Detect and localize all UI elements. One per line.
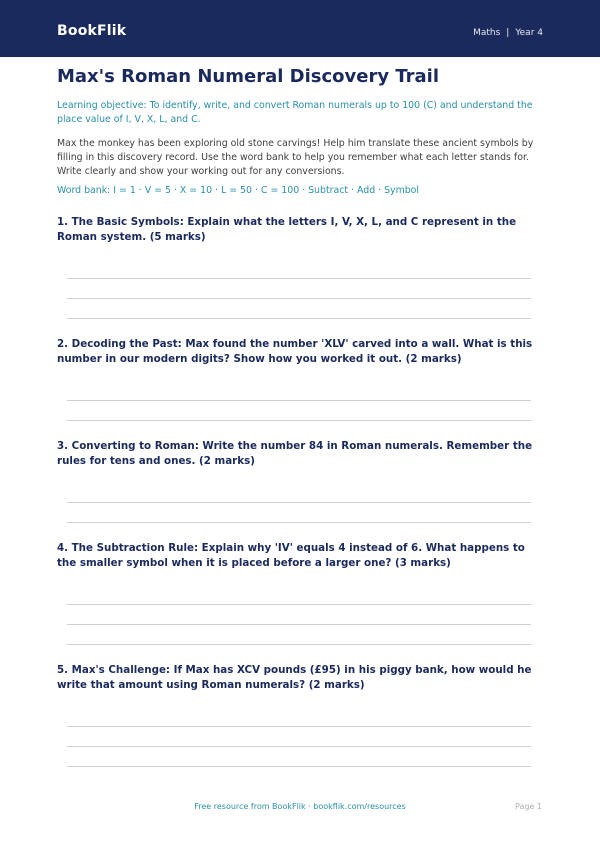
word-bank: Word bank: I = 1 · V = 5 · X = 10 · L = 50 · C = 100 · Subtract · Add · Symbol xyxy=(57,185,420,196)
subject-label: Maths xyxy=(473,28,501,38)
answer-line[interactable] xyxy=(67,624,531,625)
question-1 xyxy=(57,215,545,244)
answer-line[interactable] xyxy=(67,278,531,279)
question-text: 2. Decoding the Past: Max found the number 'XLV' carved into a wall. What is this number in our modern digits? Show how you worked it out. (2 marks) xyxy=(57,338,533,365)
question-4 xyxy=(57,541,545,570)
question-3 xyxy=(57,439,545,468)
answer-line[interactable] xyxy=(67,502,531,503)
learning-objective: Learning objective: To identify, write, and convert Roman numerals up to 100 (C) and understand the place value of I, V, X, L, and C. xyxy=(57,100,533,125)
answer-line[interactable] xyxy=(67,400,531,401)
answer-line[interactable] xyxy=(67,726,531,727)
intro-paragraph: Max the monkey has been exploring old stone carvings! Help him translate these ancient symbols by filling in this discovery record. Use the word bank to help you remember what each letter stands for. Write clearly and show your working out for any conversions. xyxy=(57,138,534,177)
answer-line[interactable] xyxy=(67,298,531,299)
page-number: Page 1 xyxy=(515,802,542,811)
answer-line[interactable] xyxy=(67,746,531,747)
worksheet-title: Max's Roman Numeral Discovery Trail xyxy=(57,66,440,87)
subject-year-label xyxy=(473,28,543,38)
question-text: 4. The Subtraction Rule: Explain why 'IV' equals 4 instead of 6. What happens to the smaller symbol when it is placed before a larger one? (3 marks) xyxy=(57,542,525,569)
answer-line[interactable] xyxy=(67,522,531,523)
question-text: 5. Max's Challenge: If Max has XCV pounds (£95) in his piggy bank, how would he write that amount using Roman numerals? (2 marks) xyxy=(57,664,532,691)
answer-line[interactable] xyxy=(67,766,531,767)
page-header xyxy=(0,0,600,57)
question-text: 1. The Basic Symbols: Explain what the letters I, V, X, L, and C represent in the Roman system. (5 marks) xyxy=(57,216,517,243)
question-2 xyxy=(57,337,545,366)
brand-logo: BookFlik xyxy=(57,23,127,39)
answer-line[interactable] xyxy=(67,604,531,605)
answer-line[interactable] xyxy=(67,420,531,421)
separator: | xyxy=(506,28,510,38)
year-label: Year 4 xyxy=(515,28,543,38)
footer-text: Free resource from BookFlik · bookflik.com/resources xyxy=(194,802,406,811)
answer-line[interactable] xyxy=(67,644,531,645)
question-text: 3. Converting to Roman: Write the number 84 in Roman numerals. Remember the rules for tens and ones. (2 marks) xyxy=(57,440,533,467)
question-5 xyxy=(57,663,545,692)
answer-line[interactable] xyxy=(67,318,531,319)
